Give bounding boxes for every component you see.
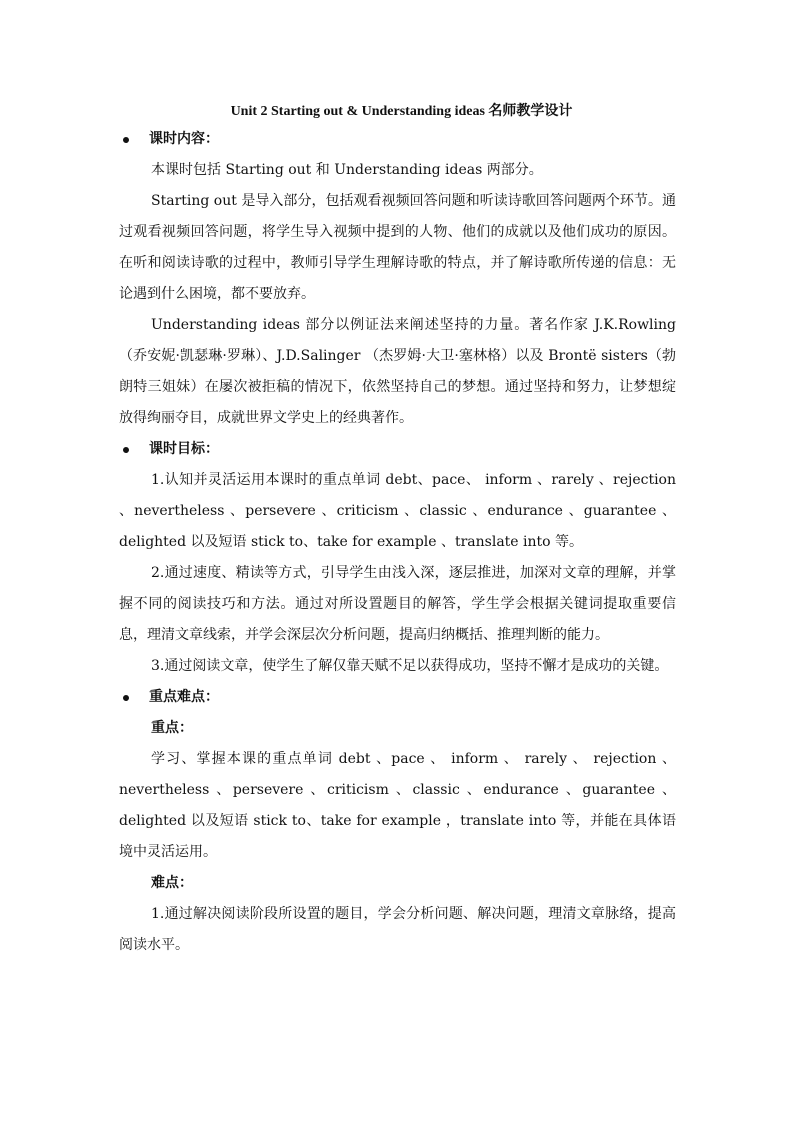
section-heading-text: 课时内容： — [149, 131, 219, 147]
bullet-icon — [123, 447, 129, 453]
key-points-paragraph: 学习、掌握本课的重点单词 debt 、pace 、 inform 、 rarely 、 rejection 、nevertheless 、persevere 、criticism 、classic 、endurance 、guarantee 、delighted 以及短语 stick to、take for example ，translate into 等，并能在具体语境中灵活运用。 — [119, 751, 676, 860]
section-heading-goals — [119, 434, 676, 465]
document-title: Unit 2 Starting out & Understanding ideas 名师教学设计 — [230, 104, 573, 119]
key-points-label: 重点： — [151, 720, 193, 736]
section-heading-keypoints — [119, 682, 676, 713]
document-body — [119, 100, 676, 961]
section-heading-content — [119, 124, 676, 155]
bullet-icon — [123, 695, 129, 701]
difficulties-label: 难点： — [151, 875, 193, 891]
difficulties-paragraph: 1.通过解决阅读阶段所设置的题目，学会分析问题、解决问题，理清文章脉络，提高阅读水平。 — [119, 906, 676, 953]
content-paragraph-2: Starting out 是导入部分，包括观看视频回答问题和听读诗歌回答问题两个环节。通过观看视频回答问题，将学生导入视频中提到的人物、他们的成就以及他们成功的原因。在听和阅读诗歌的过程中，教师引导学生理解诗歌的特点，并了解诗歌所传递的信息：无论遇到什么困境，都不要放弃。 — [119, 193, 676, 302]
goals-paragraph-2: 2.通过速度、精读等方式，引导学生由浅入深，逐层推进，加深对文章的理解，并掌握不同的阅读技巧和方法。通过对所设置题目的解答，学生学会根据关键词提取重要信息，理清文章线索，并学会深层次分析问题，提高归纳概括、推理判断的能力。 — [119, 565, 676, 643]
goals-paragraph-3: 3.通过阅读文章，使学生了解仅靠天赋不足以获得成功，坚持不懈才是成功的关键。 — [151, 658, 669, 674]
bullet-icon — [123, 137, 129, 143]
goals-paragraph-1: 1.认知并灵活运用本课时的重点单词 debt、pace、 inform 、rarely 、rejection 、nevertheless 、persevere 、criticism 、classic 、endurance 、guarantee 、delighted 以及短语 stick to、take for example 、translate into 等。 — [119, 472, 676, 550]
content-paragraph-1: 本课时包括 Starting out 和 Understanding ideas 两部分。 — [151, 162, 543, 178]
content-paragraph-3: Understanding ideas 部分以例证法来阐述坚持的力量。著名作家 J.K.Rowling（乔安妮·凯瑟琳·罗琳）、J.D.Salinger （杰罗姆·大卫·塞林格）以及 Brontë sisters（勃朗特三姐妹）在屡次被拒稿的情况下，依然坚持自己的梦想。通过坚持和努力，让梦想绽放得绚丽夺目，成就世界文学史上的经典著作。 — [119, 317, 676, 426]
section-heading-text: 课时目标： — [149, 441, 219, 457]
section-heading-text: 重点难点： — [149, 689, 219, 705]
